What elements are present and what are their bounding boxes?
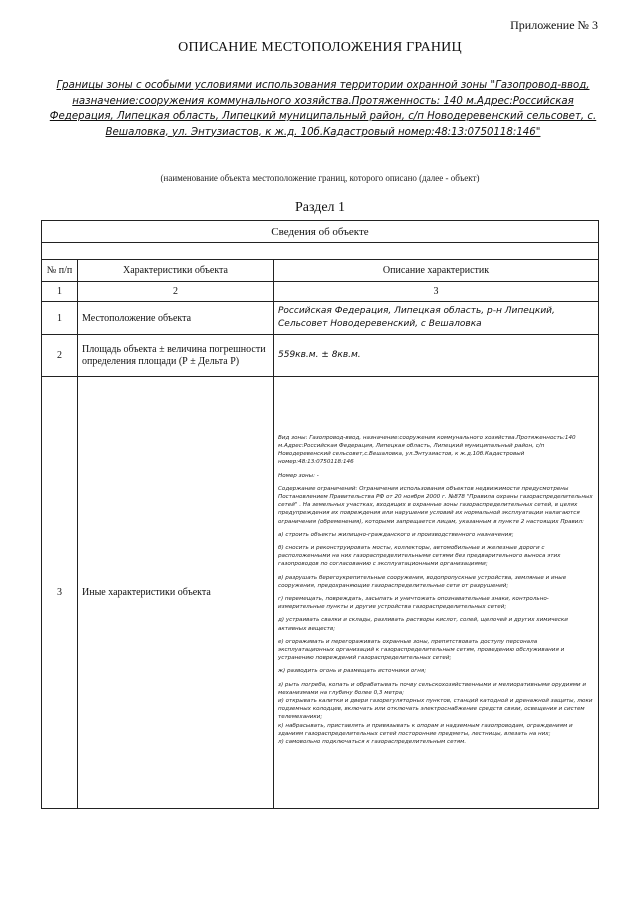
row-number: 2: [42, 335, 78, 377]
restriction-paragraph: е) огораживать и перегораживать охранные зоны, препятствовать доступу персонала эксплуатационных организаций к газораспределительным сетям, проведению обслуживания и устранению повреждений газораспределительных сетей;: [278, 638, 565, 662]
table-row: [42, 377, 599, 809]
header-number: № п/п: [42, 260, 78, 282]
row-value: Российская Федерация, Липецкая область, р-н Липецкий, Сельсовет Новодеревенский, с Вешаловка: [274, 302, 599, 335]
restriction-paragraph: Вид зоны: Газопровод-ввод, назначение:сооружения коммунального хозяйства.Протяженность:140 м.Адрес:Российская Федерация, Липецкая область, Липецкий муниципальный район, с/п Новодеревенский сельсовет,с.Вешаловка, ул.Энтузиастов, к ж.д.10б.Кадастровый номер:48:13:0750118:146: [278, 434, 576, 466]
header-characteristic: Характеристики объекта: [78, 260, 274, 282]
section-title: Раздел 1: [294, 200, 346, 215]
appendix-label: Приложение № 3: [510, 18, 598, 32]
table-row: [42, 302, 599, 335]
row-characteristic: Местоположение объекта: [78, 302, 274, 335]
restriction-paragraph: Содержание ограничений: Ограничения использования объектов недвижимости предусмотрены Постановлением Правительства РФ от 20 ноября 2000 г. №878 "Правила охраны газораспределительных сетей" . На земельных участках, входящих в охранные зоны газораспределительных сетей, в целях предупреждения их повреждения или нарушения условий их нормальной эксплуатации налагаются ограничения (обременения), которыми запрещается лицам, указанным в пункте 2 настоящих Правил:: [278, 485, 593, 525]
object-info-table: [41, 220, 599, 809]
object-caption: (наименование объекта местоположение границ, которого описано (далее - объект): [160, 173, 480, 183]
row-number: 1: [42, 302, 78, 335]
restriction-paragraph: д) устраивать свалки и склады, разливать растворы кислот, солей, щелочей и других химически активных веществ;: [278, 617, 568, 632]
row-number: 3: [42, 377, 78, 809]
restriction-paragraph: ж) разводить огонь и размещать источники огня;: [278, 668, 427, 675]
row-restrictions: [274, 377, 599, 809]
row-characteristic: Площадь объекта ± величина погрешности определения площади (Р ± Дельта Р): [78, 335, 274, 377]
zone-description: Границы зоны с особыми условиями использования территории охранной зоны "Газопровод-ввод, назначение:сооружения коммунального хозяйства.Протяженность: 140 м.Адрес:Российская Федерация, Липецкая область, Липецкий муниципальный район, с/п Новодеревенский сельсовет, с. Вешаловка, ул. Энтузиастов, к ж.д. 10б.Кадастровый номер:48:13:0750118:146": [49, 80, 597, 138]
document-title: ОПИСАНИЕ МЕСТОПОЛОЖЕНИЯ ГРАНИЦ: [178, 40, 462, 55]
table-spacer-row: [42, 243, 599, 260]
numbering-cell: 2: [78, 282, 274, 302]
restriction-paragraph: г) перемещать, повреждать, засыпать и уничтожать опознавательные знаки, контрольно-измерительные пункты и другие устройства газораспределительных сетей;: [278, 596, 549, 611]
restriction-paragraph: в) разрушать берегоукрепительные сооружения, водопропускные устройства, земляные и иные сооружения, предохраняющие газораспределительные сети от разрушений;: [278, 574, 567, 589]
restriction-paragraph: Номер зоны: -: [278, 472, 319, 479]
numbering-cell: 3: [274, 282, 599, 302]
header-description: Описание характеристик: [274, 260, 599, 282]
row-value: 559кв.м. ± 8кв.м.: [274, 335, 599, 377]
restriction-paragraph: а) строить объекты жилищно-гражданского и производственного назначения;: [278, 531, 514, 538]
restriction-paragraph: з) рыть погреба, копать и обрабатывать почву сельскохозяйственными и мелиоративными орудиями и механизмами на глубину более 0,3 метра; и) открывать калитки и двери газорегуляторных пунктов, станций катодной и дренажной защиты, люки подземных колодцев, включать или отключать электроснабжение средств связи, освещения и систем телемеханики; к) набрасывать, приставлять и привязывать к опорам и надземным газопроводам, ограждениям и зданиям газораспределительных сетей посторонние предметы, лестницы, влезать на них; л) самовольно подключаться к газораспределительным сетям.: [278, 681, 593, 746]
numbering-cell: 1: [42, 282, 78, 302]
restriction-paragraph: б) сносить и реконструировать мосты, коллекторы, автомобильные и железные дороги с расположенными на них газораспределительными сетями без предварительного выноса этих газопроводов по согласованию с эксплуатационными организациями;: [278, 544, 561, 568]
table-title: Сведения об объекте: [42, 221, 599, 243]
row-characteristic: Иные характеристики объекта: [78, 377, 274, 809]
table-row: [42, 335, 599, 377]
